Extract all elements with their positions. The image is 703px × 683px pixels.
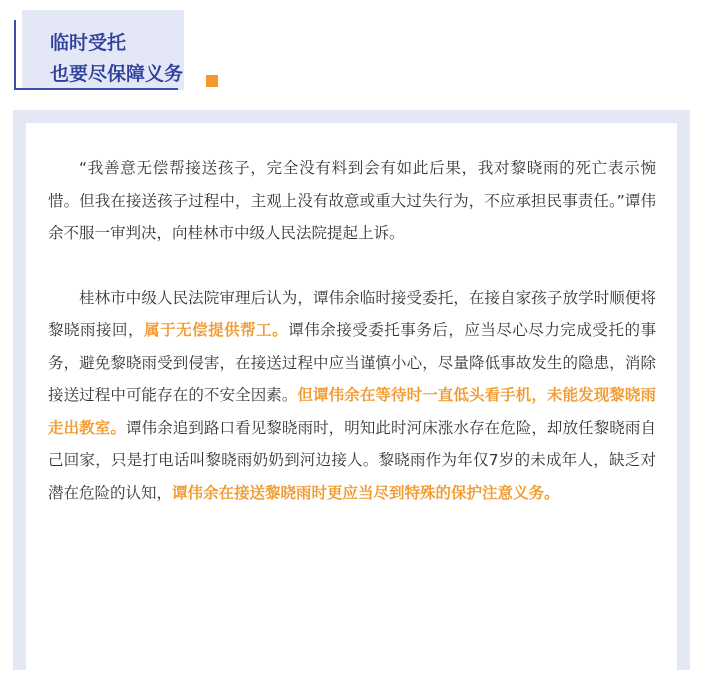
article-body	[48, 152, 656, 509]
paragraph-2	[48, 282, 656, 510]
paragraph-2-text-3: 谭伟余追到路口看见黎晓雨时，明知此时河床涨水存在危险，却放任黎晓雨自己回家，只是打电话叫黎晓雨奶奶到河边接人。黎晓雨作为年仅7岁的未成年人，缺乏对潜在危险的认知，	[48, 418, 656, 502]
title-left-rule	[14, 20, 16, 88]
title-bottom-rule	[14, 88, 178, 90]
section-title	[50, 28, 183, 90]
highlight-3: 谭伟余在接送黎晓雨时更应当尽到特殊的保护注意义务。	[172, 483, 560, 502]
highlight-1: 属于无偿提供帮工。	[144, 321, 289, 339]
section-title-box	[22, 10, 184, 90]
paragraph-2-text-2: 谭伟余接受委托事务后，应当尽心尽力完成受托的事务，避免黎晓雨受到侵害，在接送过程中应当谨慎小心，尽量降低事故发生的隐患，消除接送过程中可能存在的不安全因素。	[48, 321, 656, 404]
paragraph-1: “我善意无偿帮接送孩子，完全没有料到会有如此后果，我对黎晓雨的死亡表示惋惜。但我在接送孩子过程中，主观上没有故意或重大过失行为，不应承担民事责任。”谭伟余不服一审判决，向桂林市中级人民法院提起上诉。	[48, 159, 656, 242]
paragraph-2-text-1: 桂林市中级人民法院审理后认为，谭伟余临时接受委托，在接自家孩子放学时顺便将黎晓雨接回，	[48, 288, 656, 339]
section-title-line-1: 临时受托	[50, 32, 127, 54]
content-panel	[13, 110, 690, 670]
highlight-2: 但谭伟余在等待时一直低头看手机，未能发现黎晓雨走出教室。	[48, 386, 656, 437]
orange-square-decoration	[206, 75, 218, 87]
section-title-line-2: 也要尽保障义务	[50, 63, 184, 85]
content-card	[26, 123, 677, 683]
